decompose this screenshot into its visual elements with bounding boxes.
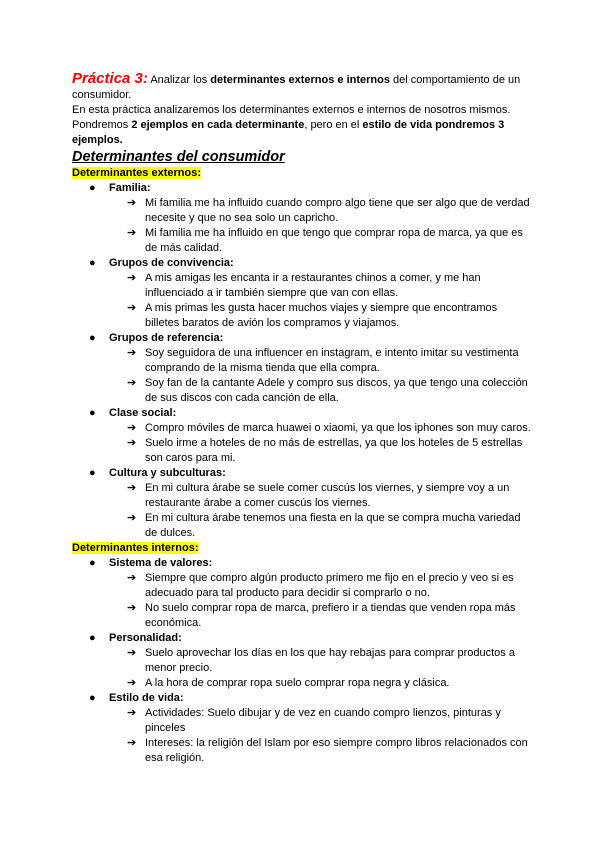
intro-line3-bold-b: 2 ejemplos en cada determinante bbox=[131, 119, 305, 131]
example-text: Compro móviles de marca huawei o xiaomi, ya que los iphones son muy caros. bbox=[145, 422, 531, 434]
category-item bbox=[72, 406, 532, 466]
category-name: Estilo de vida: bbox=[109, 692, 184, 704]
arrow-icon: ➔ bbox=[127, 482, 137, 494]
example-item bbox=[109, 421, 532, 436]
practica-label: Práctica 3: bbox=[72, 70, 148, 87]
arrow-icon: ➔ bbox=[127, 647, 137, 659]
intro-line3-a: Pondremos bbox=[72, 119, 132, 131]
category-name: Clase social: bbox=[109, 407, 177, 419]
example-text: Mi familia me ha influido cuando compro algo tiene que ser algo que de verdad necesite y que no sea solo un capricho. bbox=[145, 197, 530, 224]
arrow-icon: ➔ bbox=[127, 302, 137, 314]
example-item bbox=[109, 571, 532, 601]
example-text: A mis primas les gusta hacer muchos viajes y siempre que encontramos billetes baratos de avión los compramos y viajamos. bbox=[145, 302, 498, 329]
category-name: Personalidad: bbox=[109, 632, 182, 644]
category-name: Cultura y subculturas: bbox=[109, 467, 226, 479]
category-item bbox=[72, 691, 532, 766]
intro-text-c: del comportamiento de un consumidor. bbox=[72, 74, 521, 101]
intro-bold-determinantes: determinantes externos e internos bbox=[210, 74, 390, 86]
internos-list bbox=[72, 556, 532, 766]
internos-title-line bbox=[72, 541, 532, 556]
example-item bbox=[109, 376, 532, 406]
example-item bbox=[109, 676, 532, 691]
category-name: Familia: bbox=[109, 182, 151, 194]
category-item bbox=[72, 466, 532, 541]
example-item bbox=[109, 481, 532, 511]
example-item bbox=[109, 511, 532, 541]
example-item bbox=[109, 646, 532, 676]
example-item bbox=[109, 436, 532, 466]
example-list bbox=[109, 271, 532, 331]
externos-section bbox=[72, 166, 532, 541]
example-text: Suelo aprovechar los días en los que hay rebajas para comprar productos a menor precio. bbox=[145, 647, 515, 674]
intro-line3-bold-d: estilo de vida pondremos 3 ejemplos. bbox=[72, 119, 505, 146]
example-list bbox=[109, 481, 532, 541]
category-name: Grupos de convivencia: bbox=[109, 257, 234, 269]
externos-title-line bbox=[72, 166, 532, 181]
bullet-icon: ● bbox=[89, 557, 96, 569]
arrow-icon: ➔ bbox=[127, 707, 137, 719]
category-name: Grupos de referencia: bbox=[109, 332, 224, 344]
externos-list bbox=[72, 181, 532, 541]
example-text: Siempre que compro algún producto primero me fijo en el precio y veo si es adecuado para tal producto para decidir si comprarlo o no. bbox=[145, 572, 514, 599]
bullet-icon: ● bbox=[89, 692, 96, 704]
example-text: En mi cultura árabe se suele comer cuscús los viernes, y siempre voy a un restaurante árabe a comer cuscús los viernes. bbox=[145, 482, 510, 509]
category-item bbox=[72, 181, 532, 256]
arrow-icon: ➔ bbox=[127, 677, 137, 689]
example-list bbox=[109, 571, 532, 631]
arrow-icon: ➔ bbox=[127, 347, 137, 359]
internos-title: Determinantes internos: bbox=[72, 542, 199, 554]
example-item bbox=[109, 271, 532, 301]
category-item bbox=[72, 256, 532, 331]
example-item bbox=[109, 301, 532, 331]
example-text: En mi cultura árabe tenemos una fiesta en la que se compra mucha variedad de dulces. bbox=[145, 512, 521, 539]
bullet-icon: ● bbox=[89, 467, 96, 479]
example-list bbox=[109, 346, 532, 406]
arrow-icon: ➔ bbox=[127, 737, 137, 749]
intro-line2: En esta práctica analizaremos los determinantes externos e internos de nosotros mismos. bbox=[72, 104, 511, 116]
example-item bbox=[109, 226, 532, 256]
category-item bbox=[72, 556, 532, 631]
arrow-icon: ➔ bbox=[127, 227, 137, 239]
example-text: Actividades: Suelo dibujar y de vez en cuando compro lienzos, pinturas y pinceles bbox=[145, 707, 501, 734]
arrow-icon: ➔ bbox=[127, 422, 137, 434]
example-text: Mi familia me ha influido en que tengo que comprar ropa de marca, ya que es de más calidad. bbox=[145, 227, 523, 254]
arrow-icon: ➔ bbox=[127, 377, 137, 389]
arrow-icon: ➔ bbox=[127, 272, 137, 284]
category-item bbox=[72, 631, 532, 691]
arrow-icon: ➔ bbox=[127, 512, 137, 524]
bullet-icon: ● bbox=[89, 257, 96, 269]
internos-section bbox=[72, 541, 532, 766]
bullet-icon: ● bbox=[89, 332, 96, 344]
example-item bbox=[109, 706, 532, 736]
arrow-icon: ➔ bbox=[127, 572, 137, 584]
arrow-icon: ➔ bbox=[127, 437, 137, 449]
bullet-icon: ● bbox=[89, 182, 96, 194]
section-heading: Determinantes del consumidor bbox=[72, 149, 285, 165]
arrow-icon: ➔ bbox=[127, 602, 137, 614]
example-list bbox=[109, 421, 532, 466]
example-text: Suelo irme a hoteles de no más de estrellas, ya que los hoteles de 5 estrellas son caros para mi. bbox=[145, 437, 523, 464]
intro-line3-c: , pero en el bbox=[304, 119, 363, 131]
example-text: No suelo comprar ropa de marca, prefiero ir a tiendas que venden ropa más económica. bbox=[145, 602, 516, 629]
example-item bbox=[109, 346, 532, 376]
example-text: Soy fan de la cantante Adele y compro sus discos, ya que tengo una colección de sus discos con cada canción de ella. bbox=[145, 377, 528, 404]
example-text: Soy seguidora de una influencer en instagram, e intento imitar su vestimenta comprando de la misma tienda que ella compra. bbox=[145, 347, 519, 374]
category-item bbox=[72, 331, 532, 406]
example-list bbox=[109, 706, 532, 766]
bullet-icon: ● bbox=[89, 407, 96, 419]
example-list bbox=[109, 646, 532, 691]
example-text: A la hora de comprar ropa suelo comprar ropa negra y clásica. bbox=[145, 677, 450, 689]
externos-title: Determinantes externos: bbox=[72, 167, 201, 179]
category-name: Sistema de valores: bbox=[109, 557, 213, 569]
arrow-icon: ➔ bbox=[127, 197, 137, 209]
example-item bbox=[109, 601, 532, 631]
example-text: Intereses: la religión del Islam por eso siempre compro libros relacionados con esa religión. bbox=[145, 737, 528, 764]
intro-paragraph bbox=[72, 71, 532, 148]
example-item bbox=[109, 196, 532, 226]
example-text: A mis amigas les encanta ir a restaurantes chinos a comer, y me han influenciado a ir también siempre que van con ellas. bbox=[145, 272, 481, 299]
example-item bbox=[109, 736, 532, 766]
example-list bbox=[109, 196, 532, 256]
document-content bbox=[72, 71, 532, 766]
bullet-icon: ● bbox=[89, 632, 96, 644]
intro-text-a: Analizar los bbox=[147, 74, 211, 86]
